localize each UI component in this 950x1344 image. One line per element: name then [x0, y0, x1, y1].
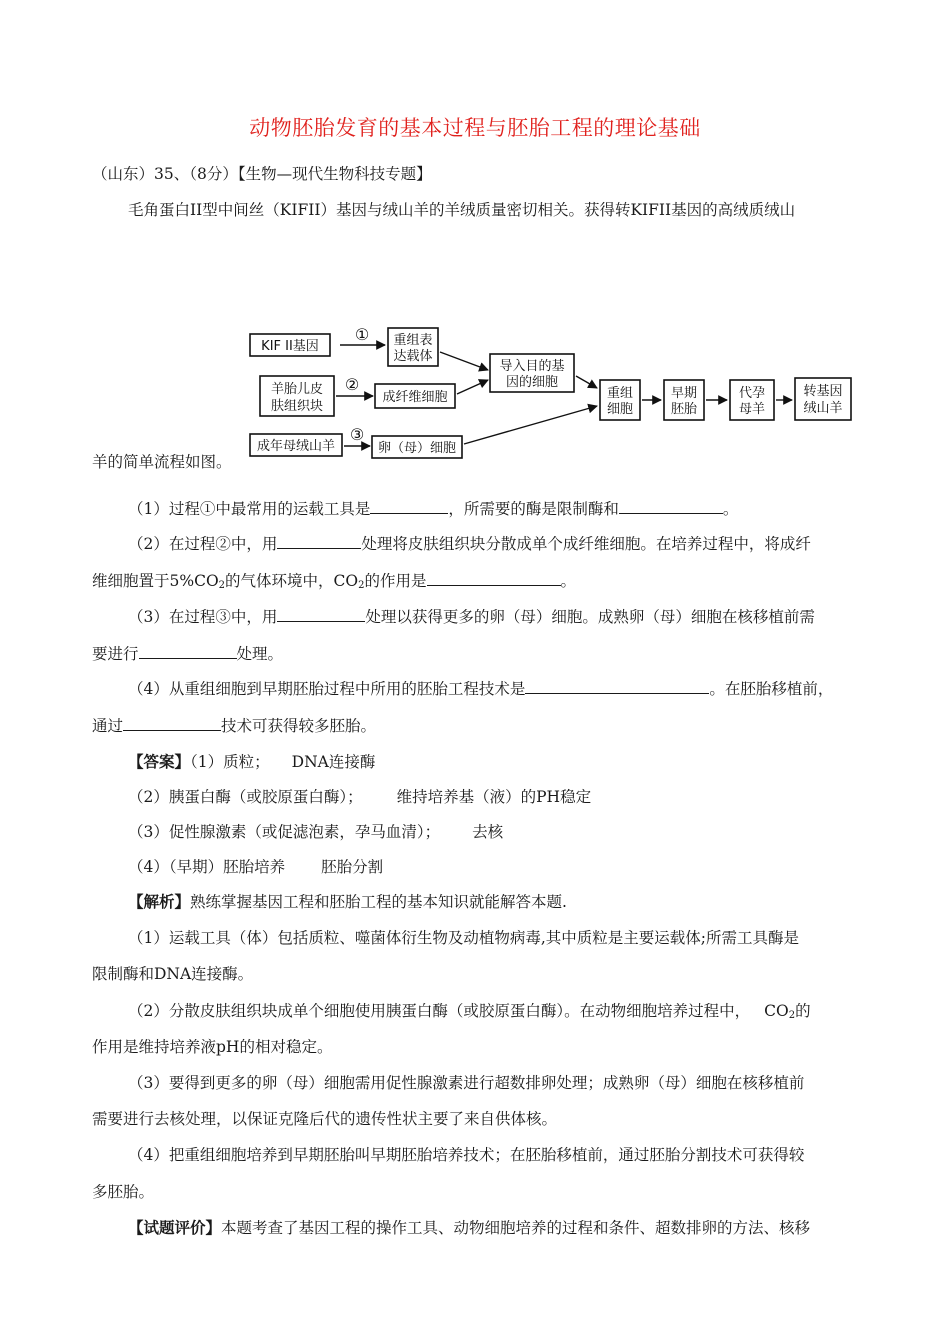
question-4-line2: 通过 技术可获得较多胚胎。	[92, 717, 377, 735]
analysis-3-line1: （3）要得到更多的卵（母）细胞需用促性腺激素进行超数排卵处理；成熟卵（母）细胞在核移植前	[128, 1074, 805, 1092]
fetal-skin-label-1: 羊胎儿皮	[270, 382, 324, 397]
blank-3b[interactable]	[139, 644, 237, 659]
vector-label-1: 重组表	[393, 333, 433, 348]
recombinant-cell-label-2: 细胞	[606, 402, 634, 417]
analysis-intro: 【解析】熟练掌握基因工程和胚胎工程的基本知识就能解答本题.	[128, 892, 567, 911]
flow-diagram	[240, 320, 860, 465]
analysis-1-line2: 限制酶和DNA连接酶。	[92, 965, 254, 983]
adult-goat-label: 成年母绒山羊	[256, 439, 336, 454]
answer-4: （4）（早期）胚胎培养 胚胎分割	[128, 858, 384, 876]
vector-label-2: 达载体	[393, 349, 433, 364]
blank-2b[interactable]	[427, 571, 561, 586]
review-line: 【试题评价】本题考查了基因工程的操作工具、动物细胞培养的过程和条件、超数排卵的方法、核移	[128, 1218, 811, 1237]
question-intro-line1: 毛角蛋白II型中间丝（KIFII）基因与绒山羊的羊绒质量密切相关。获得转KIFII基因的高绒质绒山	[128, 201, 796, 219]
egg-cell-label: 卵（母）细胞	[377, 441, 457, 456]
fetal-skin-label-2: 肤组织块	[270, 399, 324, 414]
fibroblast-label: 成纤维细胞	[382, 390, 448, 405]
analysis-4-line2: 多胚胎。	[92, 1183, 155, 1201]
question-source: （山东）35、（8分）【生物—现代生物科技专题】	[92, 165, 432, 183]
answer-3: （3）促性腺激素（或促滤泡素，孕马血清）； 去核	[128, 823, 504, 841]
question-4-line1: （4）从重组细胞到早期胚胎过程中所用的胚胎工程技术是 。在胚胎移植前，	[128, 680, 834, 698]
analysis-2-line1: （2）分散皮肤组织块成单个细胞使用胰蛋白酶（或胶原蛋白酶）。在动物细胞培养过程中， $CO_2$的	[128, 1002, 811, 1021]
question-1: （1）过程①中最常用的运载工具是 ，所需要的酶是限制酶和 。	[128, 500, 739, 518]
target-cell-label-2: 因的细胞	[505, 375, 559, 390]
transgenic-goat-label-1: 转基因	[803, 384, 843, 399]
surrogate-label-1: 代孕	[738, 386, 766, 401]
analysis-label: 【解析】	[128, 892, 191, 911]
blank-3a[interactable]	[277, 607, 365, 622]
answer-2: （2）胰蛋白酶（或胶原蛋白酶）； 维持培养基（液）的PH稳定	[128, 788, 592, 806]
arrow-vector-target	[440, 352, 488, 370]
blank-1b[interactable]	[619, 499, 723, 514]
blank-1a[interactable]	[370, 499, 448, 514]
question-intro-line2: 羊的简单流程如图。	[92, 453, 232, 471]
recombinant-cell-label-1: 重组	[606, 386, 634, 401]
answer-label: 【答案】	[128, 752, 191, 771]
question-2-line2: 维细胞置于$5\%CO_2$的气体环境中，$CO_2$的作用是 。	[92, 572, 577, 591]
arrow-target-recomb	[576, 376, 597, 388]
transgenic-goat-label-2: 绒山羊	[803, 401, 843, 416]
step3-marker: ③	[349, 425, 365, 444]
step2-marker: ②	[344, 375, 360, 394]
analysis-2-line2: 作用是维持培养液pH的相对稳定。	[92, 1038, 333, 1056]
blank-4b[interactable]	[123, 716, 221, 731]
question-3-line1: （3）在过程③中，用 处理以获得更多的卵（母）细胞。成熟卵（母）细胞在核移植前需	[128, 608, 815, 626]
analysis-3-line2: 需要进行去核处理，以保证克隆后代的遗传性状主要了来自供体核。	[92, 1110, 558, 1128]
blank-4a[interactable]	[525, 679, 709, 694]
early-embryo-label-1: 早期	[670, 386, 698, 401]
question-3-line2: 要进行 处理。	[92, 645, 284, 663]
review-label: 【试题评价】	[128, 1218, 222, 1237]
arrow-fibro-target	[457, 380, 488, 394]
step1-marker: ①	[354, 325, 370, 344]
target-cell-label-1: 导入目的基	[499, 359, 565, 374]
surrogate-label-2: 母羊	[738, 402, 766, 417]
arrow-egg-recomb	[464, 406, 597, 444]
analysis-4-line1: （4）把重组细胞培养到早期胚胎叫早期胚胎培养技术；在胚胎移植前，通过胚胎分割技术可获得较	[128, 1146, 805, 1164]
early-embryo-label-2: 胚胎	[670, 402, 698, 417]
question-2-line1: （2）在过程②中，用 处理将皮肤组织块分散成单个成纤维细胞。在培养过程中，将成纤	[128, 535, 811, 553]
analysis-1-line1: （1）运载工具（体）包括质粒、噬菌体衍生物及动植物病毒,其中质粒是主要运载体;所需工具酶是	[128, 929, 800, 947]
kif-gene-label: KIF II基因	[261, 339, 319, 354]
page-title: 动物胚胎发育的基本过程与胚胎工程的理论基础	[249, 116, 701, 140]
answer-1: 【答案】（1）质粒； DNA连接酶	[128, 752, 376, 771]
blank-2a[interactable]	[277, 534, 361, 549]
